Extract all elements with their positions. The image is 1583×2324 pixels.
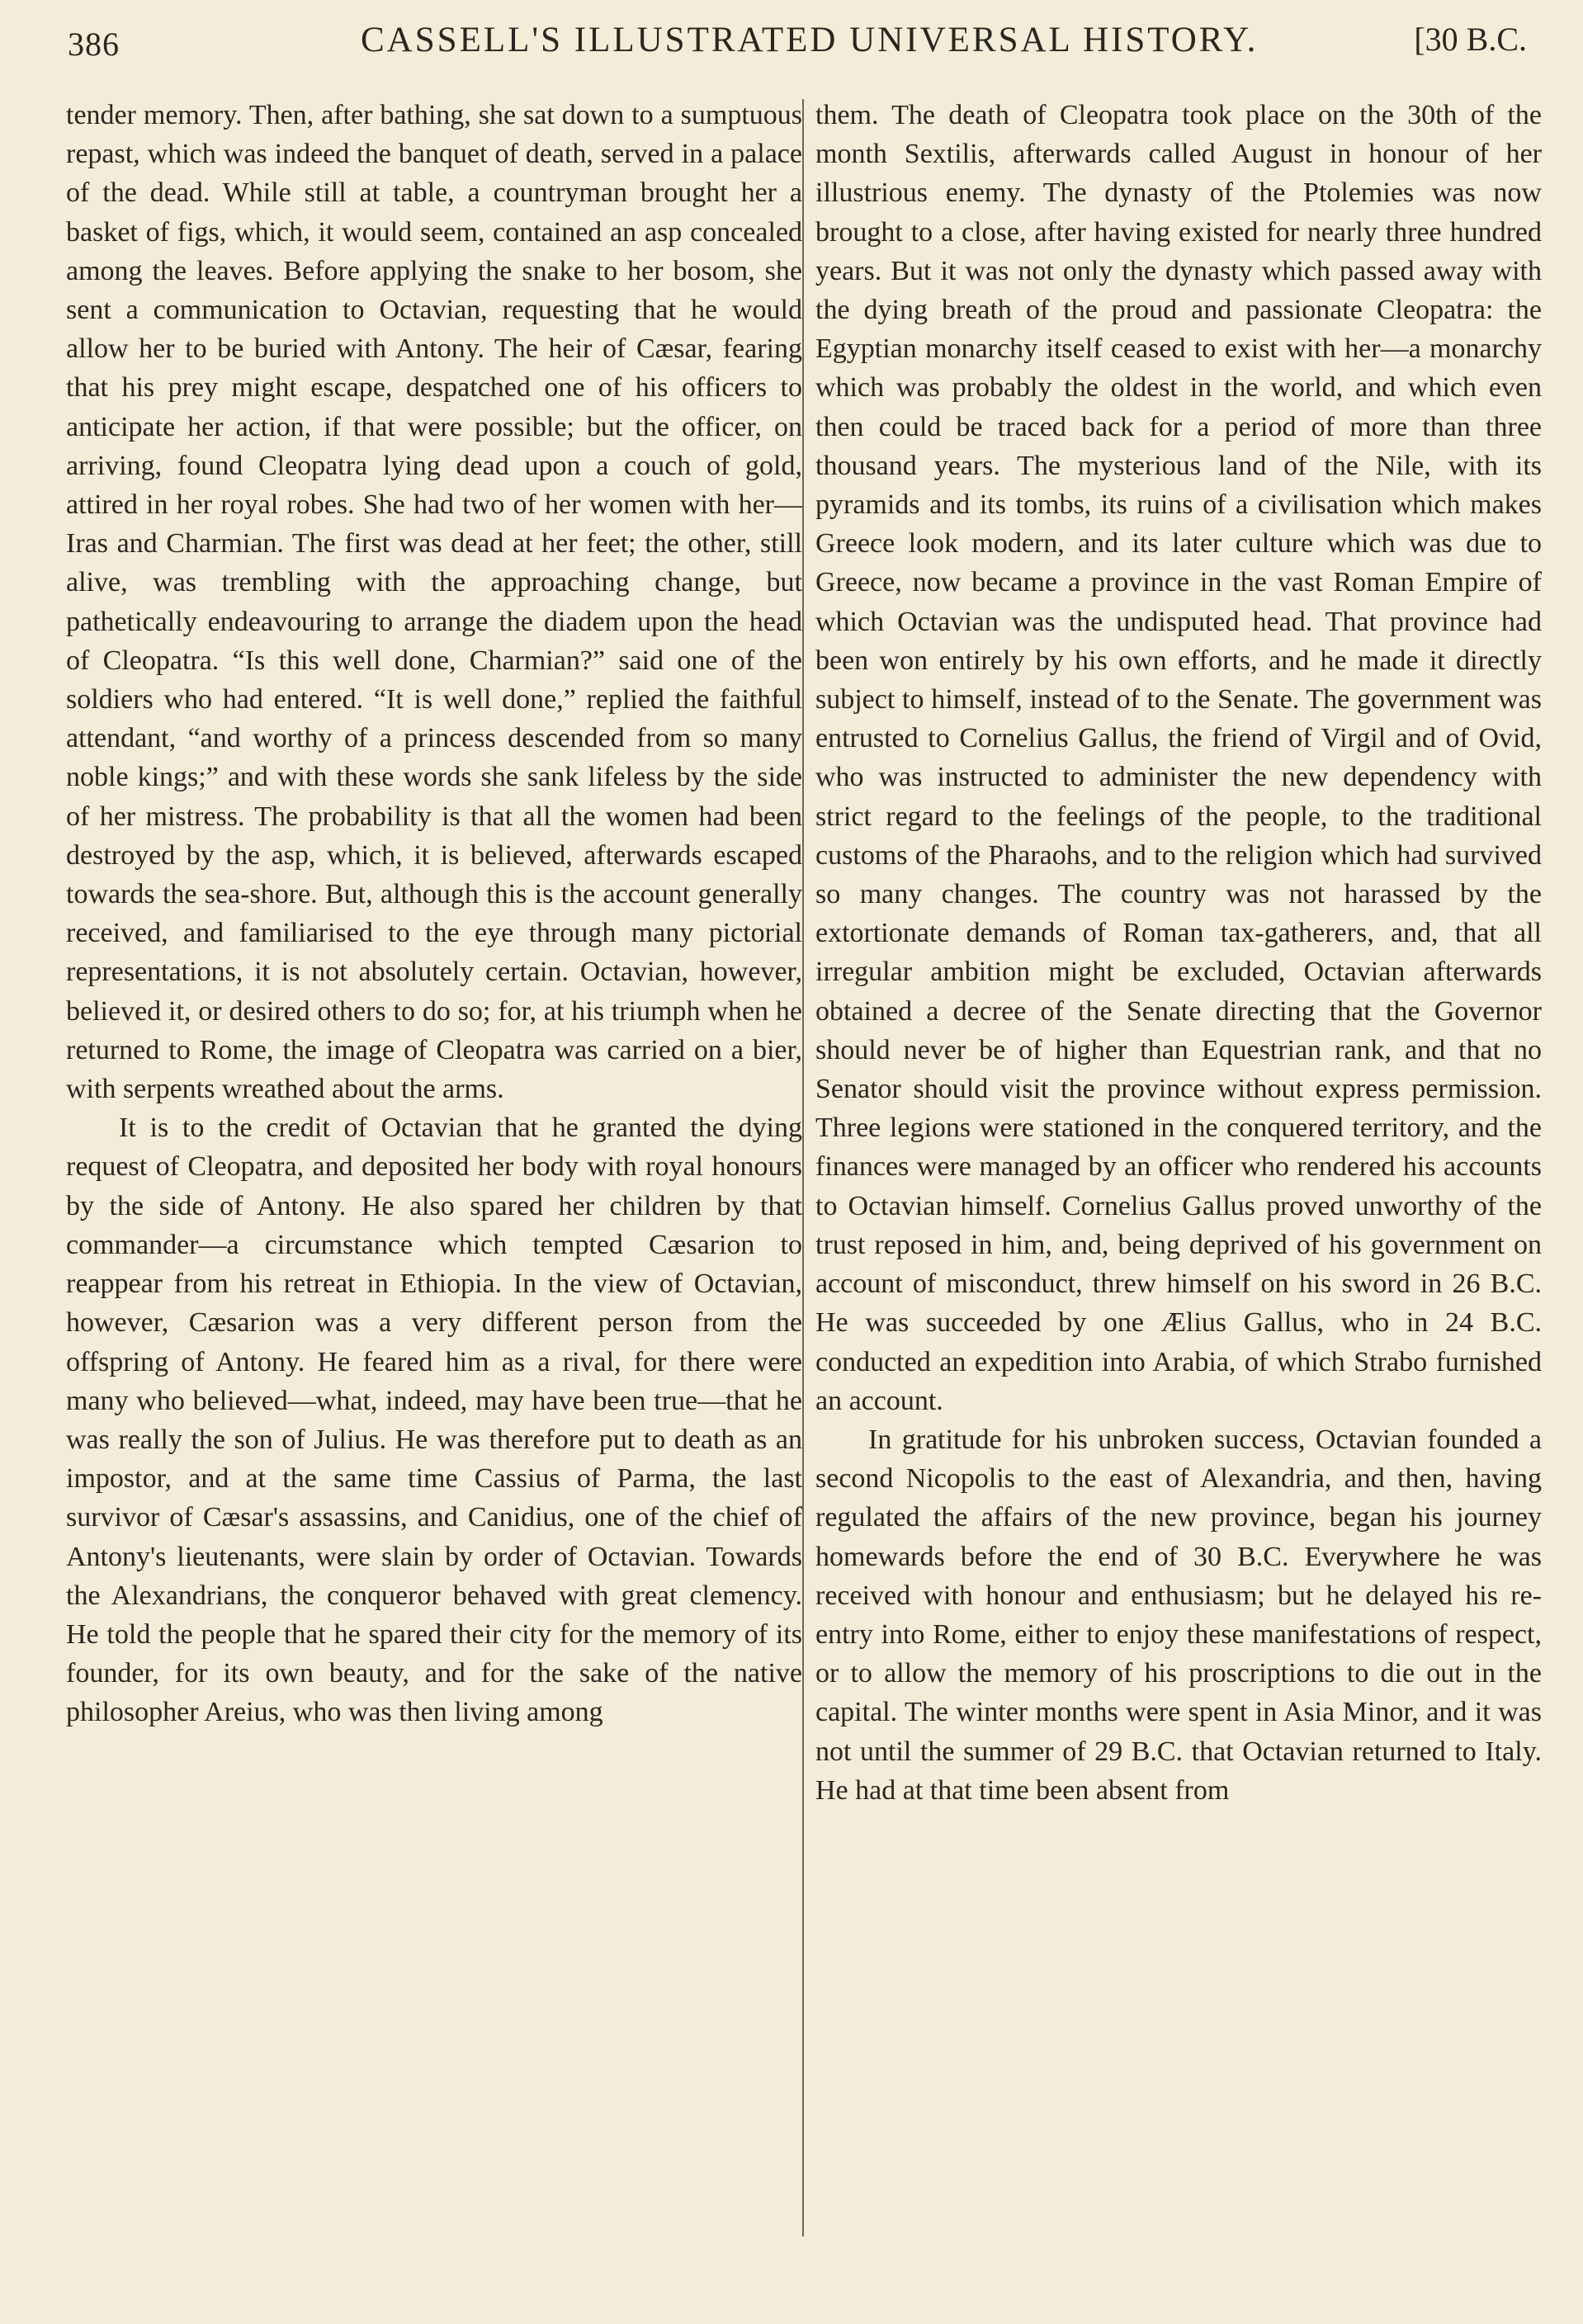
page-number: 386	[68, 26, 120, 63]
right-column	[815, 96, 1542, 1810]
left-paragraph-1: tender memory. Then, after bathing, she sat down to a sumptuous repast, which was indeed the banquet of death, served in a palace of the dead. While still at table, a countryman brought her a basket of figs, which, it would seem, contained an asp concealed among the leaves. Before applying the snake to her bosom, she sent a communication to Octavian, requesting that he would allow her to be buried with Antony. The heir of Cæsar, fearing that his prey might escape, despatched one of his officers to anticipate her action, if that were possible; but the officer, on arriving, found Cleopatra lying dead upon a couch of gold, attired in her royal robes. She had two of her women with her—Iras and Charmian. The first was dead at her feet; the other, still alive, was trembling with the approaching change, but pathetically endeavouring to arrange the diadem upon the head of Cleopatra. “Is this well done, Charmian?” said one of the soldiers who had entered. “It is well done,” replied the faithful attendant, “and worthy of a princess descended from so many noble kings;” and with these words she sank lifeless by the side of her mistress. The probability is that all the women had been destroyed by the asp, which, it is believed, afterwards escaped towards the sea-shore. But, although this is the account generally received, and familiarised to the eye through many pictorial representations, it is not absolutely certain. Octavian, however, believed it, or desired others to do so; for, at his triumph when he returned to Rome, the image of Cleopatra was carried on a bier, with serpents wreathed about the arms.	[66, 100, 802, 1105]
left-paragraph-2: It is to the credit of Octavian that he granted the dying request of Cleopatra, and deposited her body with royal honours by the side of Antony. He also spared her children by that commander—a circumstance which tempted Cæsarion to reappear from his retreat in Ethiopia. In the view of Octavian, however, Cæsarion was a very different person from the offspring of Antony. He feared him as a rival, for there were many who believed—what, indeed, may have been true—that he was really the son of Julius. He was therefore put to death as an impostor, and at the same time Cassius of Parma, the last survivor of Cæsar's assassins, and Canidius, one of the chief of Antony's lieutenants, were slain by order of Octavian. Towards the Alexandrians, the conqueror behaved with great clemency. He told the people that he spared their city for the memory of its founder, for its own beauty, and for the sake of the native philosopher Areius, who was then living among	[66, 1112, 802, 1728]
date-mark: [30 B.C.	[1414, 21, 1527, 58]
running-title: CASSELL'S ILLUSTRATED UNIVERSAL HISTORY.	[361, 21, 1259, 59]
running-head	[68, 12, 1527, 63]
left-column	[66, 96, 802, 1732]
column-rule	[802, 99, 804, 2237]
right-paragraph-1: them. The death of Cleopatra took place on the 30th of the month Sextilis, afterwards called August in honour of her illustrious enemy. The dynasty of the Ptolemies was now brought to a close, after having existed for nearly three hundred years. But it was not only the dynasty which passed away with the dying breath of the proud and passionate Cleopatra: the Egyptian monarchy itself ceased to exist with her—a monarchy which was probably the oldest in the world, and which even then could be traced back for a period of more than three thousand years. The mysterious land of the Nile, with its pyramids and its tombs, its ruins of a civilisation which makes Greece look modern, and its later culture which was due to Greece, now became a province in the vast Roman Empire of which Octavian was the undisputed head. That province had been won entirely by his own efforts, and he made it directly subject to himself, instead of to the Senate. The government was entrusted to Cornelius Gallus, the friend of Virgil and of Ovid, who was instructed to administer the new dependency with strict regard to the feelings of the people, to the traditional customs of the Pharaohs, and to the religion which had survived so many changes. The country was not harassed by the extortionate demands of Roman tax-gatherers, and, that all irregular ambition might be excluded, Octavian afterwards obtained a decree of the Senate directing that the Governor should never be of higher than Equestrian rank, and that no Senator should visit the province without express permission. Three legions were stationed in the conquered territory, and the finances were managed by an officer who rendered his accounts to Octavian himself. Cornelius Gallus proved unworthy of the trust reposed in him, and, being deprived of his government on account of misconduct, threw himself on his sword in 26 B.C. He was succeeded by one Ælius Gallus, who in 24 B.C. conducted an expedition into Arabia, of which Strabo furnished an account.	[815, 100, 1542, 1416]
right-paragraph-2: In gratitude for his unbroken success, Octavian founded a second Nicopolis to the east of Alexandria, and then, having regulated the affairs of the new province, began his journey homewards before the end of 30 B.C. Everywhere he was received with honour and enthusiasm; but he delayed his re-entry into Rome, either to enjoy these manifestations of respect, or to allow the memory of his proscriptions to die out in the capital. The winter months were spent in Asia Minor, and it was not until the summer of 29 B.C. that Octavian returned to Italy. He had at that time been absent from	[815, 1424, 1542, 1806]
